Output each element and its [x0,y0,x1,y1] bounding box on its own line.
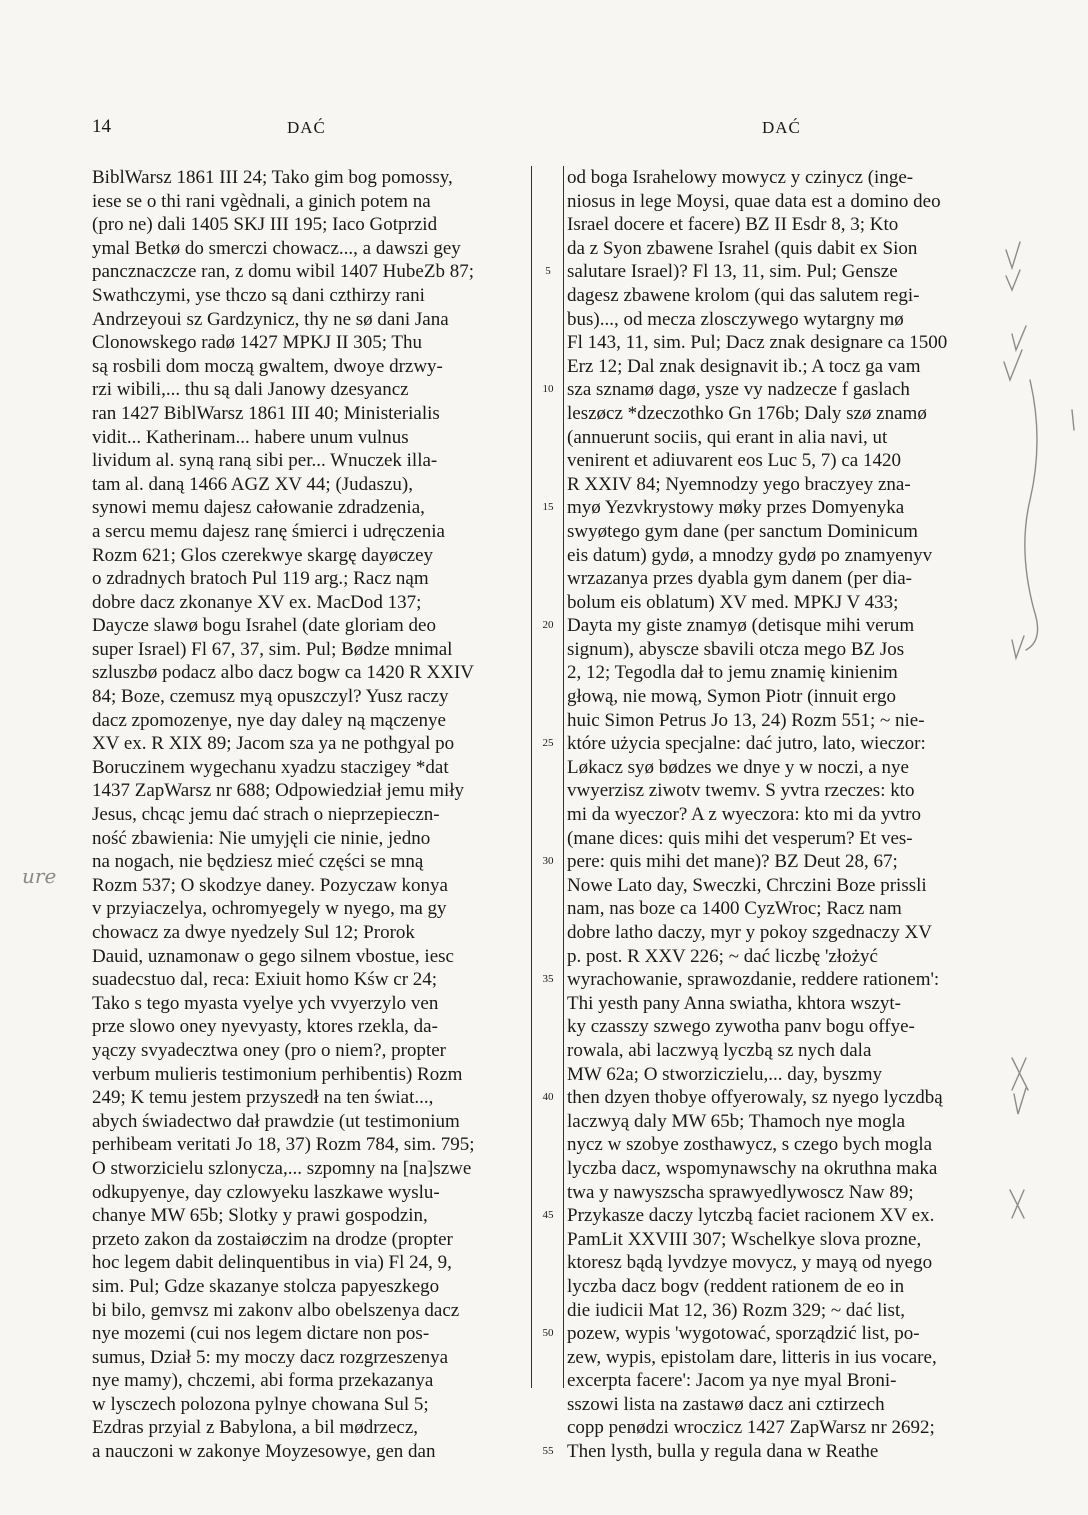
left-column-line: pancznaczcze ran, z domu wibil 1407 HubeZb 87; [92,261,474,283]
left-column-line: Tako s tego myasta vyelye ych vvyerzylo ven [92,992,439,1014]
right-column-line: p. post. R XXV 226; ~ dać liczbę 'złożyć [567,945,878,967]
left-column-line: suadecstuo dal, reca: Exiuit homo Kśw cr 24; [92,969,438,991]
right-column-line: zew, wypis, epistolam dare, litteris in ius vocare, [567,1346,937,1368]
bracket-mark [1025,380,1038,650]
line-number: 35 [542,973,554,986]
left-column-line: (pro ne) dali 1405 SKJ III 195; Iaco Gotprzid [92,214,438,236]
line-number: 25 [542,737,554,750]
right-column-line: wrzazanya przes dyabla gym danem (per dia- [567,568,912,590]
left-column-line: w lysczech polozona pylnye chowana Sul 5; [92,1393,429,1415]
left-column-line: vidit... Katherinam... habere unum vulnus [92,426,409,448]
left-column-line: hoc legem dabit delinquentibus in via) Fl 24, 9, [92,1252,452,1274]
right-column-line: twa y nawyszscha sprawyedlywoscz Naw 89; [567,1181,914,1203]
line-number: 20 [542,619,554,632]
right-column-line: mi da wyeczor? A z wyeczora: kto mi da yvtro [567,804,922,826]
right-column-line: then dzyen thobye offyerowaly, sz nyego lyczdbą [567,1087,943,1109]
line-number: 55 [542,1445,554,1458]
check-mark [1012,326,1026,350]
line-number: 30 [542,855,554,868]
left-column-line: Rozm 537; O skodzye daney. Pozyczaw konya [92,874,448,896]
right-column-line: myø Yezvkrystowy møky przes Domyenyka [567,497,905,519]
right-column-line: swyøtego gym dane (per sanctum Dominicum [567,520,918,542]
right-column-line: PamLit XXVIII 307; Wschelkye slova prozne, [567,1228,922,1250]
left-column-line: Jesus, chcąc jemu dać strach o nieprzepieczn- [92,804,440,826]
left-column-line: tam al. daną 1466 AGZ XV 44; (Judaszu), [92,473,414,495]
check-mark [1006,270,1020,290]
handwritten-margin-note: ure [22,864,57,888]
left-column-line: Andrzeyoui sz Gardzynicz, thy ne sø dani Jana [92,308,449,330]
left-column-line: o zdradnych bratoch Pul 119 arg.; Racz nąm [92,568,429,590]
left-column-line: chowacz za dwye nyedzely Sul 12; Prorok [92,922,415,943]
right-column-line: od boga Israhelowy mowycz y czinycz (inge- [567,167,914,188]
left-column-line: prze slowo oney nyevyasty, ktores rzekla, da- [92,1016,438,1038]
right-column-line: Then lysth, bulla y regula dana w Reathe [567,1441,879,1463]
right-column-line: bolum eis oblatum) XV med. MPKJ V 433; [567,591,899,613]
right-column-line: sza sznamø dagø, ysze vy nadzecze f gaslach [567,379,910,401]
right-column-line: Fl 143, 11, sim. Pul; Dacz znak designare ca 1500 [567,332,948,354]
line-number: 45 [542,1209,554,1222]
right-column-line: Dayta my giste znamyø (detisque mihi verum [567,615,915,637]
right-column-line: MW 62a; O stworziczielu,... day, byszmy [567,1063,883,1085]
x-mark [1010,1190,1024,1218]
right-column-line: huic Simon Petrus Jo 13, 24) Rozm 551; ~ nie- [567,709,925,731]
left-column [92,166,527,1464]
left-column-line: yączy svyadecztwa oney (pro o niem?, propter [92,1039,446,1061]
right-column-line: copp penødzi wroczicz 1427 ZapWarsz nr 2692; [567,1417,935,1439]
tick-mark [1072,410,1074,430]
right-column-line: R XXIV 84; Nyemnodzy yego braczyey zna- [567,473,911,495]
left-column-line: a nauczoni w zakonye Moyzesowye, gen dan [92,1441,436,1463]
right-column-line: salutare Israel)? Fl 13, 11, sim. Pul; Gensze [567,261,898,283]
left-column-line: ymal Betkø do smerczi chowacz..., a dawszi gey [92,237,461,259]
left-column-line: sim. Pul; Gdze skazanye stolcza papyeszkego [92,1275,440,1297]
right-column-line: Nowe Lato day, Sweczki, Chrczini Boze prissli [567,874,927,896]
left-column-line: BiblWarsz 1861 III 24; Tako gim bog pomossy, [92,167,453,188]
right-column-line: Løkacz syø bødzes we dnye y w noczi, a nye [567,756,909,778]
left-column-line: przeto zakon da zostaiøczim na drodze (propter [92,1228,453,1250]
right-column-line: niosus in lege Moysi, quae data est a domino deo [567,190,941,212]
check-mark [1006,242,1020,268]
right-column-line: lyczba dacz bogv (reddent rationem de eo in [567,1275,905,1297]
left-column-line: szluszbø podacz albo dacz bogw ca 1420 R XXIV [92,662,474,684]
right-column-line: laczwyą daly MW 65b; Thamoch nye mogla [567,1110,906,1132]
left-column-line: są rosbili dom moczą gwaltem, dwoye drzwy- [92,355,443,377]
right-column-line: Israel docere et facere) BZ II Esdr 8, 3; Kto [567,214,899,236]
left-column-line: odkupyenye, day czlowyeku laszkawe wyslu- [92,1181,440,1203]
right-column-line: eis datum) gydø, a mnodzy gydø po znamyenyv [567,544,933,566]
right-column [567,166,1002,1464]
line-number: 40 [542,1091,554,1104]
left-column-line: a sercu memu dajesz ranę śmierci i udręczenia [92,520,445,542]
left-column-line: Swathczymi, yse thczo są dani czthirzy rani [92,284,425,306]
right-column-line: signum), abyscze sbavili otcza mego BZ Jos [567,638,905,660]
line-number: 5 [545,265,551,278]
right-column-line: ktoresz bądą lyvdzye movycz, y mayą od nyego [567,1252,933,1274]
left-column-line: 84; Boze, czemusz myą opuszczyl? Yusz raczy [92,686,449,708]
headword-right: DAĆ [762,118,801,137]
left-column-line: iese se o thi rani vgèdnali, a ginich potem na [92,190,431,212]
line-number: 10 [542,383,554,396]
right-column-line: nam, nas boze ca 1400 CyzWroc; Racz nam [567,898,902,920]
right-column-line: głową, nie mową, Symon Piotr (innuit ergo [567,686,896,708]
line-number: 15 [542,501,554,514]
column-rule [531,166,532,1388]
right-column-line: pozew, wypis 'wygotować, sporządzić list, po- [567,1323,920,1345]
left-column-line: dacz zpomozenye, nye day daley ną mączenye [92,709,446,731]
right-column-line: 2, 12; Tegodla dał to jemu znamię kinienim [567,662,898,684]
check-mark [1004,350,1022,380]
check-mark [1014,1088,1026,1114]
left-column-line: perhibeam veritati Jo 18, 37) Rozm 784, sim. 795; [92,1134,475,1156]
right-column-line: excerpta facere': Jacom ya nye myal Broni- [567,1370,897,1392]
left-column-line: 249; K temu jestem przyszedł na ten świat..., [92,1087,434,1109]
left-column-line: super Israel) Fl 67, 37, sim. Pul; Bødze mnimal [92,638,453,660]
right-column-line: które użycia specjalne: dać jutro, lato, wieczor: [567,733,926,755]
right-column-line: lyczba dacz, wspomynawschy na okruthna maka [567,1157,938,1179]
left-column-line: v przyiaczelya, ochromyegely w nyego, ma gy [92,898,447,920]
left-column-line: na nogach, nie będziesz mieć części se mną [92,851,424,873]
right-column-line: Erz 12; Dal znak designavit ib.; A tocz ga vam [567,355,921,377]
right-column-line: Przykasze daczy lytczbą faciet racionem XV ex. [567,1205,935,1227]
left-column-line: bi bilo, gemvsz mi zakonv albo obelszenya dacz [92,1299,460,1321]
right-column-line: Thi yesth pany Anna swiatha, khtora wszyt- [567,992,902,1014]
left-column-line: ran 1427 BiblWarsz 1861 III 40; Ministerialis [92,402,440,424]
right-column-line: ky czasszy szwego zywotha panv bogu offye- [567,1016,915,1038]
left-column-line: nye mozemi (cui nos legem dictare non pos- [92,1323,430,1345]
line-number: 50 [542,1327,554,1340]
right-column-line: pere: quis mihi det mane)? BZ Deut 28, 67; [567,851,898,873]
right-column-line: sszowi lista na zastawø dacz ani cztirzech [567,1393,885,1415]
left-column-line: verbum mulieris testimonium perhibentis) Rozm [92,1063,463,1085]
right-column-line: vwyerzisz ziwotv twemv. S yvtra rzeczes: kto [567,780,915,802]
right-column-line: bus)..., od mecza zlosczywego wytargny mø [567,308,904,330]
left-column-line: nye mamy), chczemi, abi forma przekazanya [92,1370,434,1392]
left-column-line: Daycze slawø bogu Israhel (date gloriam deo [92,615,436,637]
left-column-line: 1437 ZapWarsz nr 688; Odpowiedział jemu miły [92,780,465,802]
left-column-line: chanye MW 65b; Slotky y prawi gospodzin, [92,1205,428,1227]
right-column-line: die iudicii Mat 12, 36) Rozm 329; ~ dać list, [567,1299,905,1321]
page-number: 14 [92,116,111,137]
left-column-line: O stworzicielu szlonycza,... szpomny na [na]szwe [92,1157,472,1179]
right-column-line: nycz w szobye zosthawycz, s czego bych mogla [567,1134,933,1156]
right-column-line: leszøcz *dzeczothko Gn 176b; Daly szø znamø [567,402,927,424]
right-column-line: dobre latho daczy, myr y pokoy szgednaczy XV [567,922,932,943]
left-column-line: XV ex. R XIX 89; Jacom sza ya ne pothgyal po [92,733,455,755]
check-mark [1012,636,1024,658]
right-column-line: (mane dices: quis mihi det vesperum? Et ves- [567,827,913,849]
right-column-line: rowala, abi laczwyą lyczbą sz nych dala [567,1039,872,1061]
left-column-line: abych świadectwo dał prawdzie (ut testimonium [92,1110,460,1132]
left-column-line: synowi memu dajesz całowanie zdradzenia, [92,497,425,519]
left-column-line: dobre dacz zkonanye XV ex. MacDod 137; [92,591,422,613]
left-column-line: Boruczinem wygechanu xyadzu staczigey *dat [92,756,449,778]
x-mark [1012,1058,1028,1090]
left-column-line: Dauid, uznamonaw o gego silnem vbostue, iesc [92,945,454,967]
left-column-line: sumus, Dział 5: my moczy dacz rozgrzeszenya [92,1346,449,1368]
column-rule [563,166,564,1388]
left-column-line: ność zbawienia: Nie umyjęli cie ninie, jedno [92,827,431,849]
right-column-line: (annuerunt sociis, qui erant in alia navi, ut [567,426,888,448]
left-column-line: lividum al. syną raną sibi per... Wnuczek illa- [92,450,438,472]
right-column-line: da z Syon zbawene Israhel (quis dabit ex Sion [567,237,918,259]
right-column-line: wyrachowanie, sprawozdanie, reddere rationem': [567,969,940,991]
headword-left: DAĆ [287,118,326,137]
right-column-line: dagesz zbawene krolom (qui das salutem regi- [567,284,920,306]
left-column-line: Clonowskego radø 1427 MPKJ II 305; Thu [92,332,423,354]
left-column-line: rzi wibili,... thu są dali Janowy dzesyancz [92,379,409,401]
right-column-line: venirent et adiuvarent eos Luc 5, 7) ca 1420 [567,450,901,472]
left-column-line: Ezdras przyial z Babylona, a bil mødrzecz, [92,1417,419,1439]
left-column-line: Rozm 621; Glos czerekwye skargę dayøczey [92,544,433,566]
